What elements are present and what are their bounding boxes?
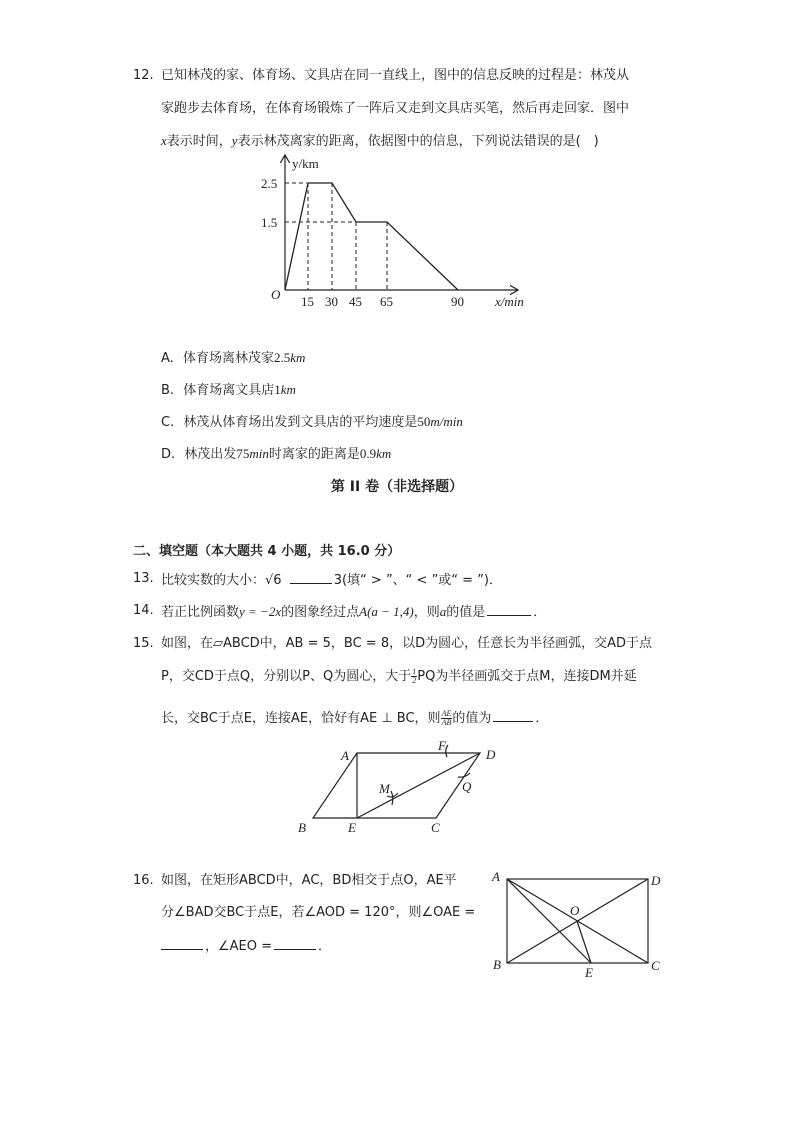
- option-a[interactable]: A. 体育场离林茂家2.5km: [161, 350, 306, 366]
- q12-line3: [161, 133, 599, 150]
- q16-rectangle-figure: [488, 866, 678, 981]
- part2-title: 第 II 卷（非选择题）: [330, 479, 464, 495]
- fraction-one-half: $\frac{1}{2}$: [412, 667, 417, 685]
- q12-line3-b: 表示林茂离家的距离，依据图中的信息，下列说法错误的是( ): [237, 134, 599, 149]
- dashed-guides: [285, 183, 387, 290]
- origin-label: O: [271, 287, 281, 302]
- x-axis-label: x/min: [495, 294, 524, 309]
- q12-number: 12.: [133, 68, 154, 83]
- label-m: M: [379, 781, 390, 796]
- label-e: E: [348, 820, 356, 835]
- q16-number: 16.: [133, 873, 154, 888]
- q12-line1: 已知林茂的家、体育场、文具店在同一直线上，图中的信息反映的过程是：林茂从: [161, 68, 630, 83]
- option-b[interactable]: B. 体育场离文具店1km: [161, 382, 296, 398]
- label-b: B: [298, 820, 306, 835]
- q13-number: 13.: [133, 571, 154, 586]
- option-c[interactable]: C. 林茂从体育场出发到文具店的平均速度是50m/min: [161, 414, 463, 430]
- x-tick-45: 45: [349, 294, 362, 309]
- label-c: C: [431, 820, 440, 835]
- y-tick-2.5: 2.5: [261, 176, 278, 191]
- q15-line1: 如图，在▱ABCD中，AB = 5，BC = 8，以D为圆心，任意长为半径画弧，交AD于点: [161, 636, 653, 651]
- q16-answer-blank-2[interactable]: [274, 937, 316, 950]
- option-d[interactable]: D. 林茂出发75min时离家的距离是0.9km: [161, 446, 392, 462]
- q12-var-x: x: [161, 133, 167, 148]
- label-q: Q: [462, 779, 472, 794]
- label-a: A: [492, 869, 500, 884]
- q14-answer-blank[interactable]: [487, 603, 531, 616]
- q16-line2: 分∠BAD交BC于点E，若∠AOD = 120°，则∠OAE =: [161, 905, 476, 920]
- q13-text: 比较实数的大小：√6 3(填“ > ”、“ < ”或“ = ”)．: [161, 573, 502, 588]
- distance-line: [285, 183, 458, 290]
- label-f: F: [438, 738, 446, 753]
- q15-parallelogram-figure: [290, 735, 510, 840]
- q16-answer-blank-1[interactable]: [161, 937, 203, 950]
- q15-number: 15.: [133, 636, 154, 651]
- x-tick-30: 30: [325, 294, 338, 309]
- q15-line3: 长，交BC于点E，连接AE，恰好有AE ⊥ BC，则 $\frac{AE}{AB}$ 的值为 ．: [161, 709, 549, 727]
- label-c: C: [651, 958, 660, 973]
- label-o: O: [570, 903, 580, 918]
- q13-answer-blank[interactable]: [290, 571, 332, 584]
- label-d: D: [651, 873, 661, 888]
- fraction-ae-ab: $\frac{AE}{AB}$: [441, 709, 452, 727]
- q15-line2: P，交CD于点Q，分别以P、Q为圆心，大于 $\frac{1}{2}$ PQ为半径画弧交于点M，连接DM并延: [161, 667, 637, 685]
- x-tick-15: 15: [301, 294, 314, 309]
- label-d: D: [486, 747, 496, 762]
- section-title: 二、填空题（本大题共 4 小题，共 16.0 分）: [133, 544, 401, 559]
- x-tick-65: 65: [380, 294, 393, 309]
- y-tick-1.5: 1.5: [261, 215, 278, 230]
- q16-line1: 如图，在矩形ABCD中，AC，BD相交于点O，AE平: [161, 873, 457, 888]
- q12-var-y: y: [231, 133, 238, 148]
- q12-line3-a: 表示时间，: [166, 134, 232, 149]
- q12-distance-time-graph: [255, 150, 545, 315]
- label-e: E: [585, 965, 593, 980]
- q12-line2: 家跑步去体育场，在体育场锻炼了一阵后又走到文具店买笔，然后再走回家．图中: [161, 101, 630, 116]
- y-axis-label: y/km: [292, 156, 319, 171]
- parallelogram-abcd: [313, 753, 480, 818]
- label-b: B: [493, 957, 501, 972]
- label-a: A: [341, 748, 349, 763]
- q14-text: 若正比例函数y = −2x的图象经过点A(a − 1,4)，则a的值是 ．: [161, 604, 547, 620]
- arc-m2: [391, 791, 393, 805]
- q14-number: 14.: [133, 603, 154, 618]
- arc-f: [446, 745, 448, 757]
- q16-line3: ，∠AEO = ．: [161, 937, 331, 955]
- arc-q: [458, 773, 470, 777]
- q15-answer-blank[interactable]: [493, 709, 533, 722]
- x-tick-90: 90: [451, 294, 464, 309]
